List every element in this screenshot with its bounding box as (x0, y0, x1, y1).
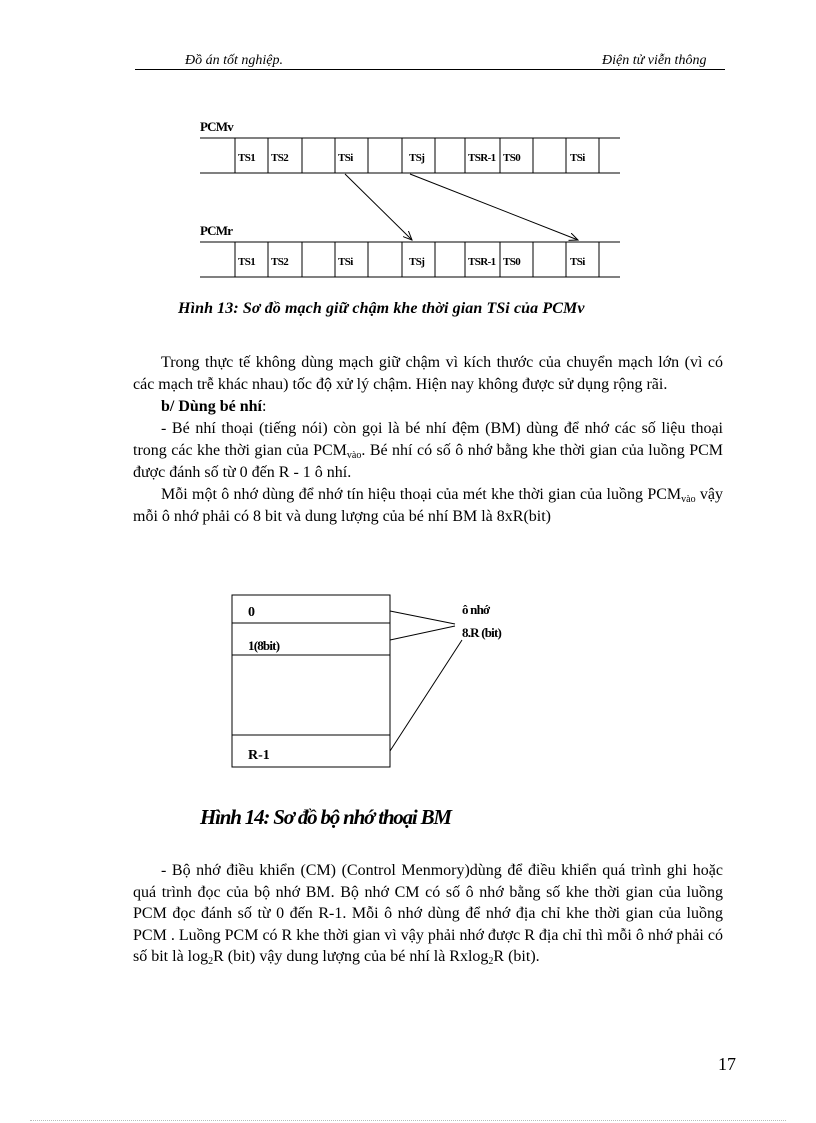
figure-14-diagram (0, 580, 816, 780)
ts1-bottom: TS1 (238, 256, 256, 268)
section-heading (133, 396, 723, 418)
tsj-bottom: TSj (409, 256, 425, 268)
cell-0: 0 (248, 605, 255, 620)
tsj-top: TSj (409, 152, 425, 164)
tsr1-top: TSR-1 (468, 152, 496, 164)
tsi-top: TSi (338, 152, 353, 164)
paragraph-2-a: - Bé nhí thoại (tiếng nói) còn gọi là bé nhí đệm (BM) dùng để nhớ các số liệu thoại trong các khe thời gian của PCM (133, 420, 723, 459)
heading-suffix: : (261, 398, 267, 415)
body-text-2 (133, 860, 723, 968)
paragraph-3-sub: vào (681, 494, 696, 505)
heading-text: b/ Dùng bé nhí (161, 398, 262, 415)
tsr1-bottom: TSR-1 (468, 256, 496, 268)
pcmv-label: PCMv (200, 119, 233, 134)
paragraph-2-sub: vào (346, 450, 362, 461)
paragraph-2 (133, 418, 723, 484)
ts1-top: TS1 (238, 152, 256, 164)
page-bottom-border (30, 1120, 786, 1121)
tsi-bottom: TSi (338, 256, 353, 268)
figure-14-caption: Hình 14: Sơ đồ bộ nhớ thoại BM (200, 805, 451, 829)
ts2-bottom: TS2 (271, 256, 289, 268)
header-right: Điện tử viễn thông (602, 53, 707, 68)
cell-r-1: R-1 (248, 748, 270, 763)
paragraph-4-c: R (bit). (493, 948, 540, 965)
ts2-top: TS2 (271, 152, 289, 164)
pcmr-label: PCMr (200, 223, 233, 238)
figure-13-diagram (0, 0, 816, 300)
paragraph-3-b: vậy mỗi ô nhớ phải có 8 bit và dung lượng của bé nhí BM là 8xR(bit) (133, 486, 724, 525)
paragraph-4-b: R (bit) vậy dung lượng của bé nhí là Rxlog (213, 948, 489, 965)
paragraph-4 (133, 860, 723, 968)
tsi2-top: TSi (570, 152, 585, 164)
figure-13-caption: Hình 13: Sơ đồ mạch giữ chậm khe thời gian TSi của PCMv (178, 300, 585, 317)
ts0-top: TS0 (503, 152, 521, 164)
ts0-bottom: TS0 (503, 256, 521, 268)
paragraph-3 (133, 484, 723, 528)
tsi2-bottom: TSi (570, 256, 585, 268)
body-text-1 (133, 352, 723, 528)
paragraph-4-sub1: 2 (208, 956, 214, 967)
paragraph-4-sub2: 2 (488, 956, 494, 967)
paragraph-3-a: Mỗi một ô nhớ dùng để nhớ tín hiệu thoại của mét khe thời gian của luồng PCM (161, 486, 682, 503)
cell-1: 1(8bit) (248, 638, 280, 653)
header-left: Đồ án tốt nghiệp. (185, 53, 283, 68)
paragraph-4-a: - Bộ nhớ điều khiển (CM) (Control Menmory)dùng để điều khiển quá trình ghi hoặc quá trình đọc của bộ nhớ BM. Bộ nhớ CM có số ô nhớ bằng số khe thời gian của luồng PCM đọc đánh số từ 0 đến R-1. Mỗi ô nhớ dùng để nhớ địa chỉ khe thời gian của luồng PCM . Luồng PCM có R khe thời gian vì vậy phải nhớ được R địa chỉ thì mỗi ô nhớ phải có số bit là log (133, 862, 723, 965)
label-8r-bit: 8.R (bit) (462, 625, 502, 640)
paragraph-2-b: . Bé nhí có số ô nhớ bằng khe thời gian của luồng PCM được đánh số từ 0 đến R - 1 ô nhí. (133, 442, 723, 481)
label-o-nho: ô nhớ (462, 602, 490, 617)
page-number: 17 (718, 1054, 736, 1074)
paragraph-1: Trong thực tế không dùng mạch giữ chậm vì kích thước của chuyển mạch lớn (vì có các mạch trễ khác nhau) tốc độ xử lý chậm. Hiện nay không được sử dụng rộng rãi. (133, 354, 723, 393)
